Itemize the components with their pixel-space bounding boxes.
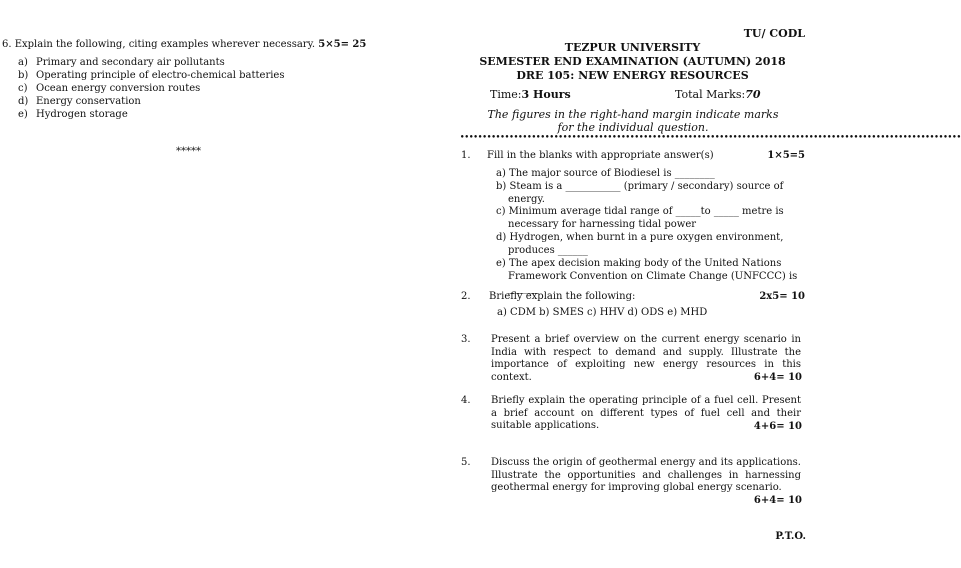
question-4-text: Briefly explain the operating principle of a fuel cell. Present a brief account on different types of fuel cell and their suitable applications. — [491, 395, 801, 431]
question-5-marks: 6+4= 10 — [753, 495, 802, 506]
item-label: e) — [18, 109, 28, 120]
q1-part-e: e) The apex decision making body of the United Nations Framework Convention on Climate Change (UNFCCC) is ______ — [496, 258, 798, 294]
item-text: Primary and secondary air pollutants — [36, 57, 225, 68]
q1-part-a: a) The major source of Biodiesel is ________ — [496, 168, 715, 179]
item-label: d) — [18, 96, 29, 107]
question-3-text: Present a brief overview on the current energy scenario in India with respect to demand and supply. Illustrate the importance of exploiting new energy resources in this context. — [491, 334, 801, 383]
item-label: a) — [18, 57, 28, 68]
q1-part-c: c) Minimum average tidal range of _____to _____ metre is necessary for harnessing tidal power — [496, 206, 784, 230]
question-1-marks: 1×5=5 — [767, 150, 805, 161]
question-5-number: 5. — [461, 457, 471, 468]
question-1-text: Fill in the blanks with appropriate answer(s) — [487, 150, 714, 161]
marks-label: Total Marks: — [675, 88, 746, 101]
question-2-marks: 2x5= 10 — [759, 291, 805, 302]
question-2-text: Briefly explain the following: — [489, 291, 636, 302]
question-2-number: 2. — [461, 291, 471, 302]
course-title: DRE 105: NEW ENERGY RESOURCES — [516, 69, 749, 82]
question-4-marks: 4+6= 10 — [753, 421, 802, 432]
q1-part-d: d) Hydrogen, when burnt in a pure oxygen environment, produces ______ — [496, 232, 784, 256]
divider: •••••••••••••••••••••••••••••••••••••••••••••••••••••••••••••••••••••••••••••••••••••••••••••••••••••••••••••••• — [460, 132, 961, 141]
question-5-text: Discuss the origin of geothermal energy and its applications. Illustrate the opportunities and challenges in harnessing geothermal energy for improving global energy scenario. — [491, 457, 801, 493]
item-text: Ocean energy conversion routes — [36, 83, 201, 94]
instruction: The figures in the right-hand margin indicate marks for the individual question. — [487, 108, 779, 134]
item-text: Operating principle of electro-chemical batteries — [36, 70, 285, 81]
list-item — [18, 70, 284, 83]
q2-parts: a) CDM b) SMES c) HHV d) ODS e) MHD — [497, 307, 708, 318]
exam-title: SEMESTER END EXAMINATION (AUTUMN) 2018 — [479, 55, 786, 68]
item-label: c) — [18, 83, 28, 94]
university-name: TEZPUR UNIVERSITY — [564, 41, 701, 54]
pto-label: P.T.O. — [775, 531, 806, 542]
time-label: Time: — [490, 88, 522, 101]
item-label: b) — [18, 70, 29, 81]
question-6-text: 6. Explain the following, citing examples wherever necessary. — [2, 39, 316, 50]
marks-value: 70 — [745, 88, 761, 101]
question-3-number: 3. — [461, 334, 471, 345]
item-text: Hydrogen storage — [36, 109, 128, 120]
exam-time — [490, 89, 571, 102]
list-item — [18, 57, 225, 70]
course-code: TU/ CODL — [743, 27, 805, 40]
list-item — [18, 83, 200, 96]
question-4-number: 4. — [461, 395, 471, 406]
total-marks — [675, 89, 761, 102]
time-value: 3 Hours — [521, 88, 571, 101]
list-item — [18, 96, 141, 109]
question-1-number: 1. — [461, 150, 471, 161]
question-6 — [2, 39, 402, 52]
item-text: Energy conservation — [36, 96, 141, 107]
end-marker: ***** — [176, 146, 201, 157]
question-3-marks: 6+4= 10 — [753, 372, 802, 383]
question-6-marks: 5×5= 25 — [318, 39, 367, 50]
q1-part-b: b) Steam is a ___________ (primary / secondary) source of energy. — [496, 181, 784, 205]
list-item — [18, 109, 128, 122]
